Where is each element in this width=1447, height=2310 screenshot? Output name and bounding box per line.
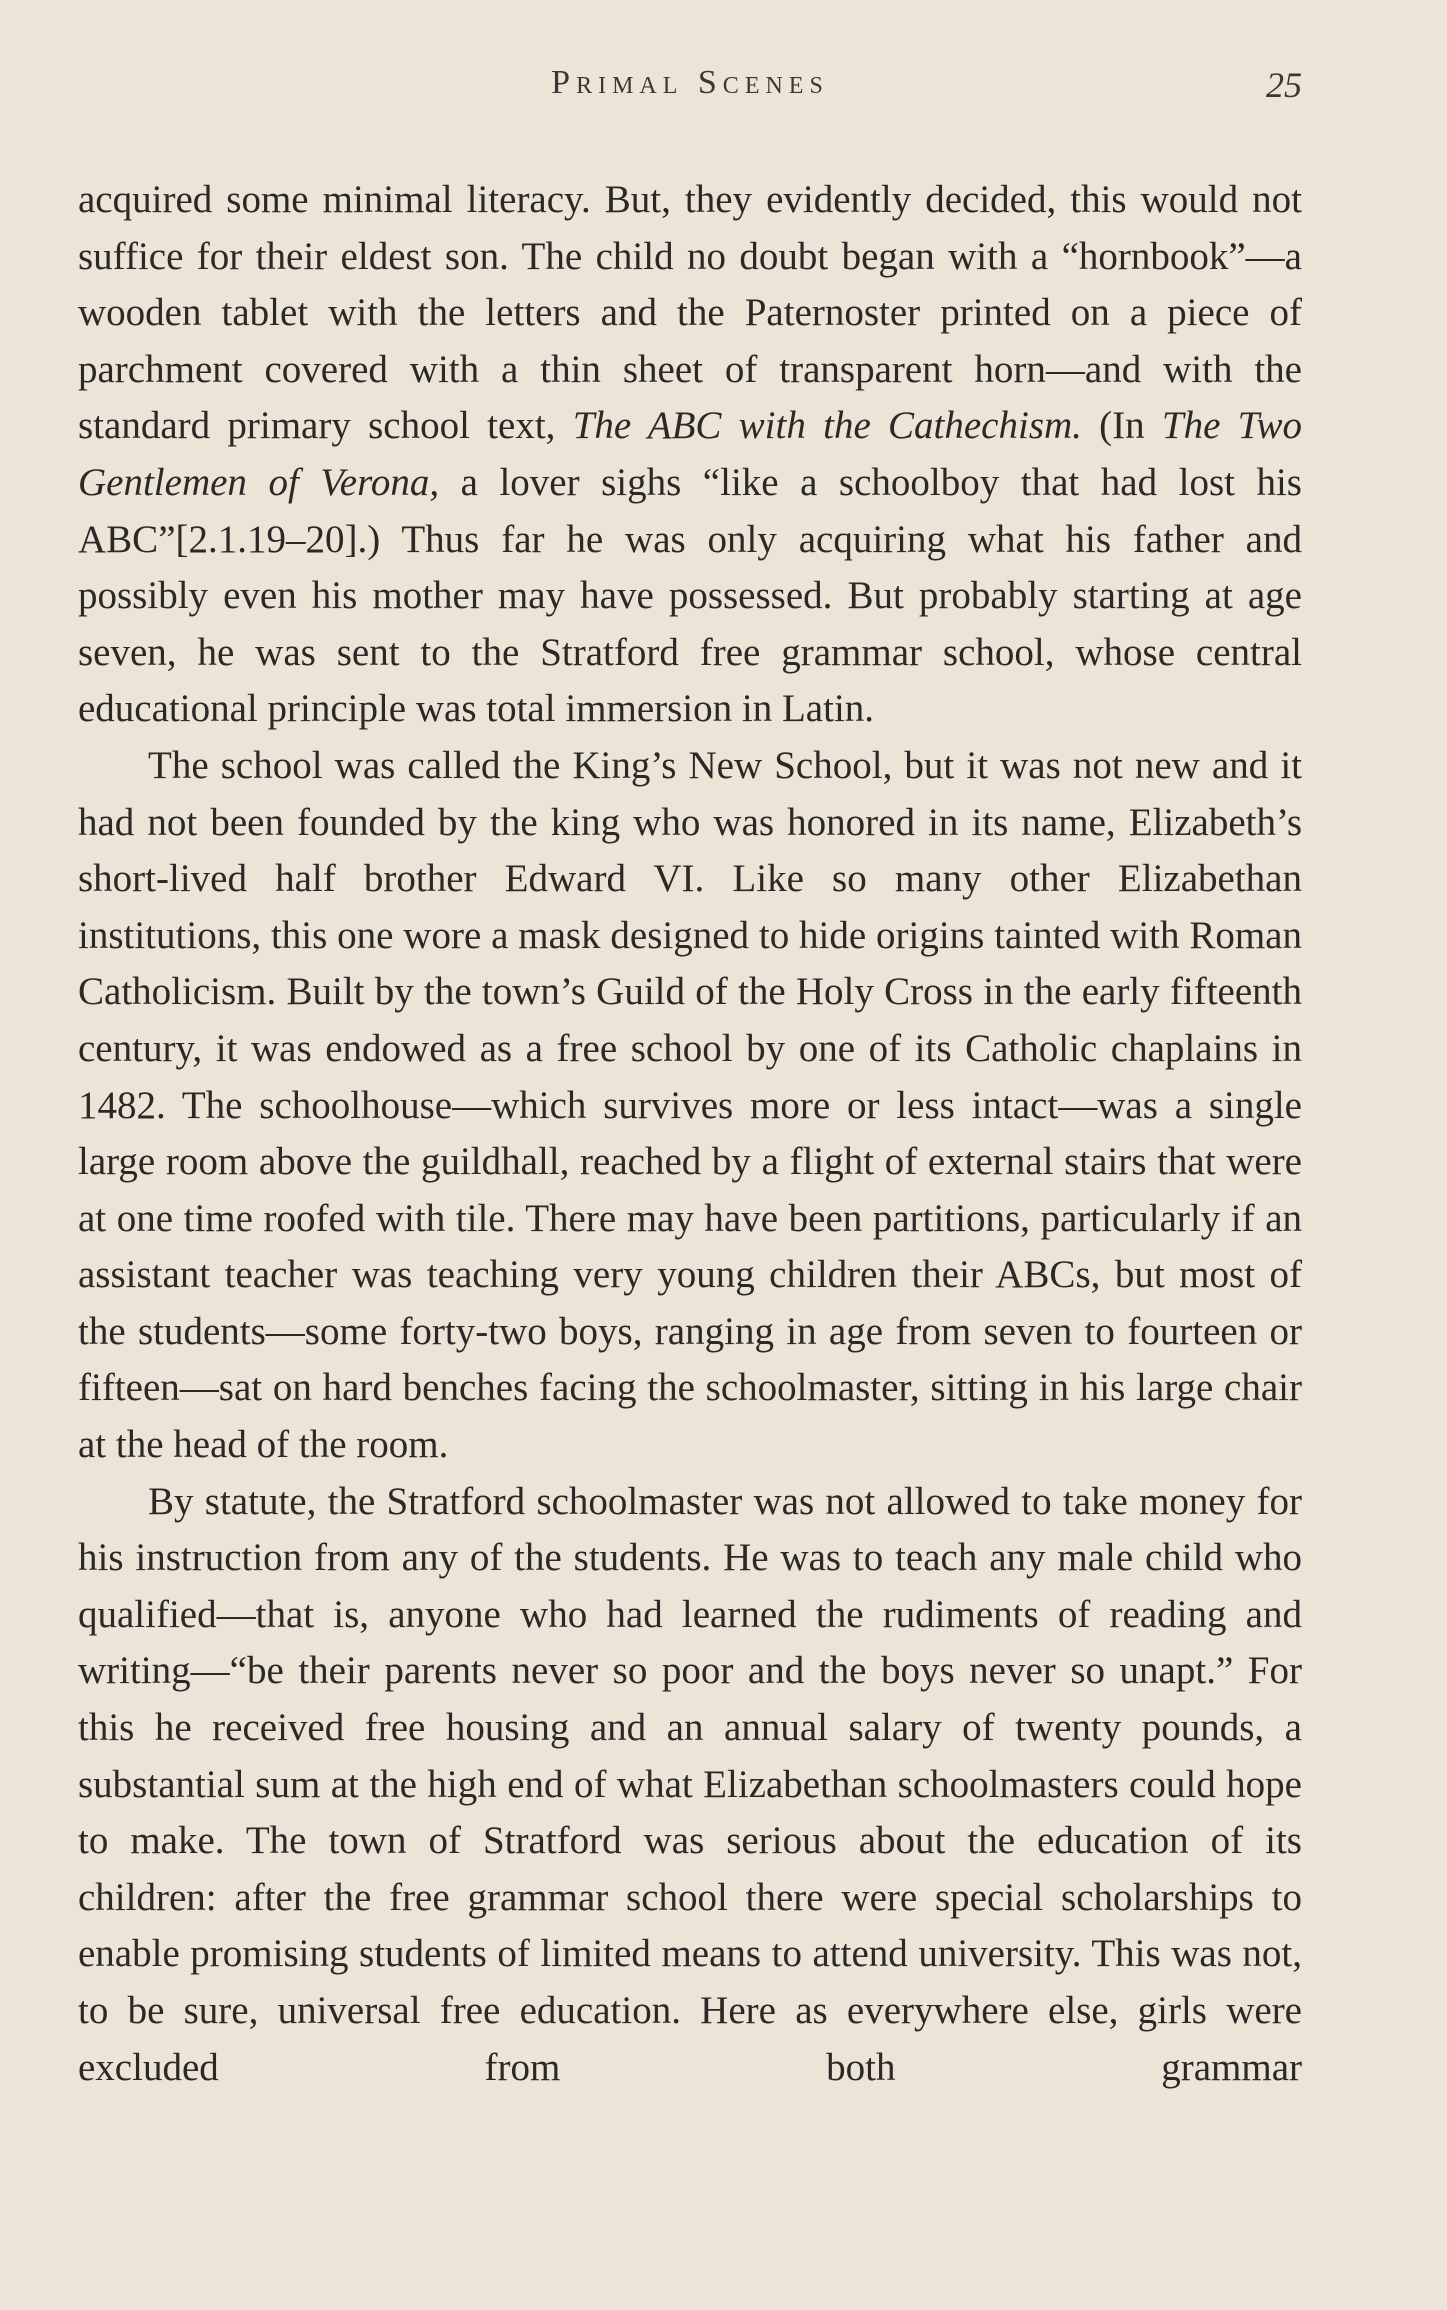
italic-title: The Two Gentlemen of Verona, [78, 404, 1302, 504]
paragraph [78, 738, 1302, 1474]
page-number: 25 [1266, 65, 1302, 105]
text-run: By statute, the Stratford schoolmaster was not allowed to take money for his instruction from any of the students. He was to teach any male child who qualified—that is, anyone who had learned the rudiments of reading and writing—“be their parents never so poor and the boys never so unapt.” For this he received free housing and an annual salary of twenty pounds, a substantial sum at the high end of what Elizabethan schoolmasters could hope to make. The town of Stratford was serious about the education of its children: after the free grammar school there were special scholarships to enable promising students of limited means to attend university. This was not, to be sure, universal free education. Here as everywhere else, girls were excluded from both grammar [78, 1479, 1302, 2089]
paragraph [78, 172, 1302, 738]
body-text [78, 172, 1302, 2096]
paragraph [78, 1474, 1302, 2097]
running-title: Primal Scenes [551, 64, 829, 101]
text-run: a lover sighs “like a schoolboy that had lost his ABC”[2.1.19–20].) Thus far he was only acquiring what his father and possibly even his mother may have possessed. But probably starting at age seven, he was sent to the Stratford free grammar school, whose central educational principle was total immersion in Latin. [78, 460, 1302, 731]
text-run: acquired some minimal literacy. But, they evidently decided, this would not suffice for their eldest son. The child no doubt began with a “hornbook”—a wooden tablet with the letters and the Paternoster printed on a piece of parchment covered with a thin sheet of transparent horn—and with the standard primary school text, [78, 178, 1302, 448]
text-run: The school was called the King’s New School, but it was not new and it had not been founded by the king who was honored in its name, Elizabeth’s short-lived half brother Edward VI. Like so many other Elizabethan institutions, this one wore a mask designed to hide origins tainted with Roman Catholicism. Built by the town’s Guild of the Holy Cross in the early fifteenth century, it was endowed as a free school by one of its Catholic chaplains in 1482. The schoolhouse—which survives more or less intact—was a single large room above the guildhall, reached by a flight of external stairs that were at one time roofed with tile. There may have been partitions, particularly if an assistant teacher was teaching very young children their ABCs, but most of the students—some forty-two boys, ranging in age from seven to fourteen or fifteen—sat on hard benches facing the schoolmaster, sitting in his large chair at the head of the room. [78, 743, 1302, 1467]
text-run: (In [1081, 404, 1162, 448]
italic-title: The ABC with the Cathechism. [572, 404, 1082, 448]
running-head [78, 64, 1302, 114]
